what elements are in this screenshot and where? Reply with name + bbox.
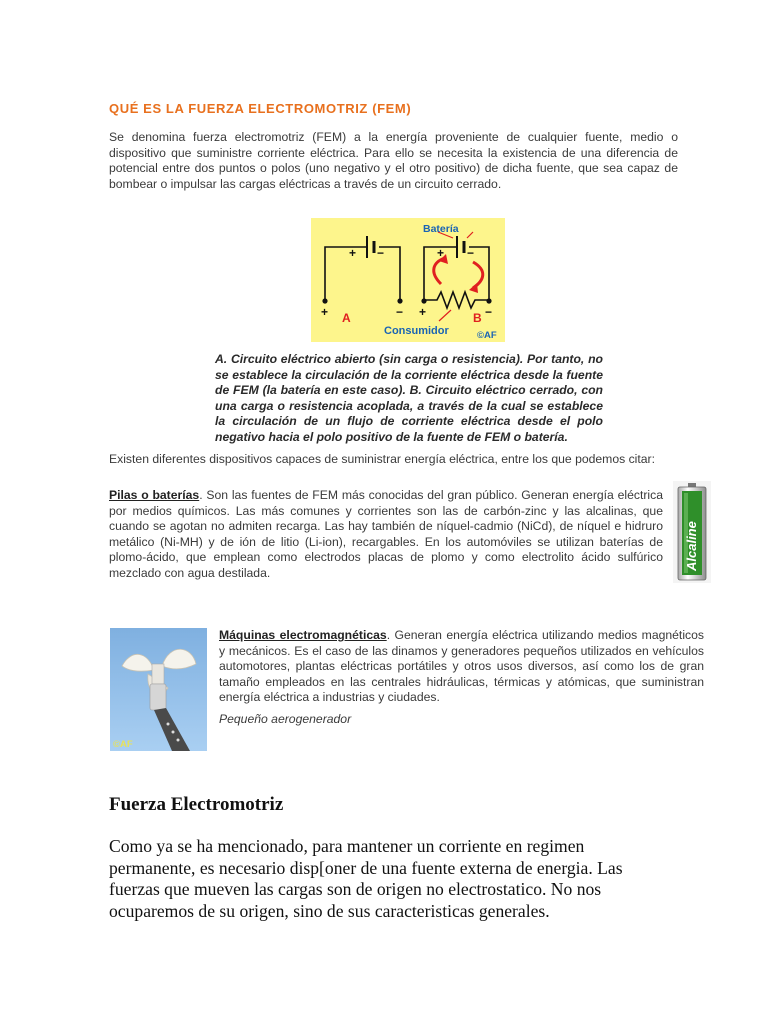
- alkaline-battery-image: [673, 481, 711, 583]
- wind-generator-image: [110, 628, 207, 751]
- section-title: Fuerza Electromotriz: [109, 794, 284, 815]
- plus-sign: +: [321, 305, 329, 319]
- consumer-label: Consumidor: [384, 325, 449, 337]
- minus-sign: −: [485, 305, 493, 319]
- plus-sign: +: [349, 246, 357, 260]
- battery-brand-text: Alcaline: [684, 521, 699, 571]
- plus-sign: +: [437, 246, 445, 260]
- pilas-term: Pilas o baterías: [109, 488, 200, 502]
- diagram-copyright: ©AF: [477, 330, 497, 341]
- section-heading: QUÉ ES LA FUERZA ELECTROMOTRIZ (FEM): [109, 101, 412, 116]
- plus-sign: +: [419, 305, 427, 319]
- pilas-text: . Son las fuentes de FEM más conocidas del gran público. Generan energía eléctrica por medios químicos. Las más comunes y corrientes son las de carbón-zinc y las alcalinas, que cuando se agotan no admiten recarga. Las hay también de níquel-cadmio (NiCd), de níquel e hidruro metálico (Ni-MH) y de ión de litio (Li-ion), recargables. En los automóviles se utilizan baterías de plomo-ácido, que emplean como electrodos placas de plomo y como electrolito ácido sulfúrico mezclado con agua destilada.: [109, 488, 663, 580]
- battery-label: Batería: [423, 223, 459, 235]
- maquinas-text: . Generan energía eléctrica utilizando medios magnéticos y mecánicos. Es el caso de las dinamos y generadores pequeños utilizados en vehículos automotores, plantas eléctricas portátiles y otros usos diversos, así como los de gran tamaño empleados en las centrales hidráulicas, térmicas y atómicas, que suministran energía eléctrica a industrias y ciudades.: [219, 628, 704, 704]
- section-body: Como ya se ha mencionado, para mantener un corriente en regimen permanente, es necesario disp[oner de una fuente externa de energia. Las fuerzas que mueven las cargas son de origen no electrostatico. No nos ocuparemos de su origen, sino de sus caracteristicas generales.: [109, 836, 623, 921]
- minus-sign: −: [467, 246, 475, 260]
- image-caption: Pequeño aerogenerador: [219, 712, 352, 726]
- pilas-paragraph: [109, 488, 663, 581]
- diagram-caption: A. Circuito eléctrico abierto (sin carga o resistencia). Por tanto, no se establece la circulación de la corriente eléctrica desde la fuente de FEM (la batería en este caso). B. Circuito eléctrico cerrado, con una carga o resistencia acoplada, a través de la cual se establece la circulación de un flujo de corriente eléctrica desde el polo negativo hacia el polo positivo de la fuente de FEM o batería.: [215, 352, 603, 444]
- intro-paragraph: Se denomina fuerza electromotriz (FEM) a la energía proveniente de cualquier fuente, medio o dispositivo que suministre corriente eléctrica. Para ello se necesita la existencia de una diferencia de potencial entre dos puntos o polos (uno negativo y el otro positivo) de dicha fuente, que sea capaz de bombear o impulsar las cargas eléctricas a través de un circuito cerrado.: [109, 130, 678, 191]
- minus-sign: −: [377, 246, 385, 260]
- label-a: A: [342, 311, 351, 325]
- circuit-diagram: [311, 218, 505, 342]
- maquinas-term: Máquinas electromagnéticas: [219, 628, 387, 642]
- devices-lead-text: Existen diferentes dispositivos capaces de suministrar energía eléctrica, entre los que podemos citar:: [109, 452, 656, 466]
- maquinas-paragraph: [219, 628, 704, 706]
- label-b: B: [473, 311, 482, 325]
- image-copyright: ©AF: [113, 739, 133, 750]
- minus-sign: −: [396, 305, 404, 319]
